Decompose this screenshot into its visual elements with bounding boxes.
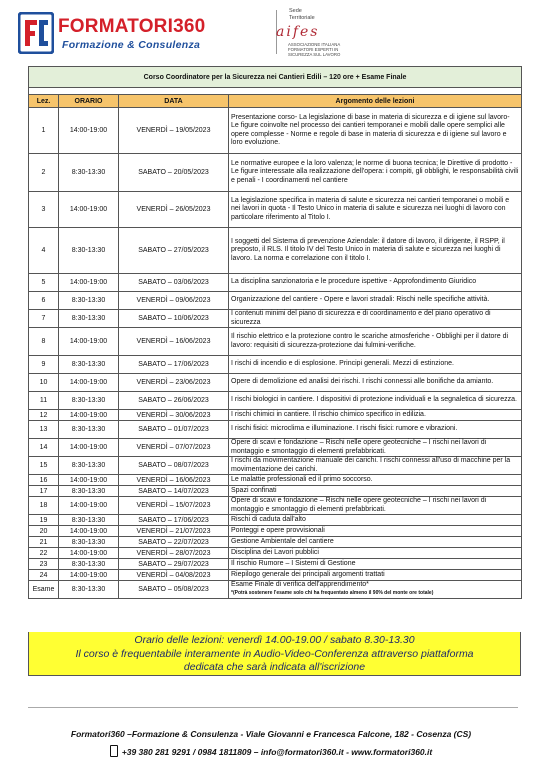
lesson-time [59,537,119,548]
schedule-table [28,66,522,599]
lesson-topic-text: Le malattie professionali ed il primo soccorso. [231,475,373,483]
lesson-topic-text: Gestione Ambientale del cantiere [231,537,334,545]
lesson-number-text: 12 [39,411,48,419]
table-row [29,228,522,274]
lesson-time [59,310,119,328]
lesson-number-text: 21 [39,538,48,546]
lesson-time [59,192,119,228]
lesson-date [119,292,229,310]
lesson-time-text: 8:30-13:30 [71,585,106,593]
lesson-time-text: 8:30-13:30 [71,397,106,404]
lesson-topic [229,292,522,310]
lesson-date [119,486,229,497]
lesson-topic-text: I rischi fisici: microclima e illuminazione. I rischi fisici: rumore e vibrazioni. [231,425,458,433]
lesson-number [29,356,59,374]
lesson-time [59,374,119,392]
lesson-number [29,192,59,228]
lesson-number-text: Esame [32,585,55,593]
lesson-time-text: 8:30-13:30 [71,297,106,304]
lesson-time-text: 8:30-13:30 [71,560,106,568]
lesson-date [119,228,229,274]
lesson-date [119,410,229,421]
lesson-time-text: 14:00-19:00 [69,549,108,557]
lesson-date-text: VENERDÌ – 04/08/2023 [136,571,211,579]
lesson-time-text: 14:00-19:00 [69,127,108,134]
lesson-topic-text: Rischi di caduta dall'alto [231,515,306,523]
lesson-topic [229,559,522,570]
table-row [29,570,522,581]
lesson-number-text: 7 [41,315,46,322]
lesson-number-text: 15 [39,462,48,469]
lesson-number [29,581,59,599]
table-row [29,559,522,570]
lesson-topic [229,374,522,392]
lesson-date [119,559,229,570]
lesson-date-text: VENERDÌ – 19/05/2023 [136,127,211,134]
lesson-date [119,581,229,599]
lesson-topic-text: I soggetti del Sistema di prevenzione Aziendale: il datore di lavoro, il dirigente, il RSPP, il preposto, il RLS. Il titolo IV del Testo Unico in materia di salute e sicurezza nei luoghi di lavoro. La norma e correlazione con il titolo I. [231,238,505,262]
lesson-date [119,328,229,356]
lesson-topic [229,475,522,486]
lesson-date-text: SABATO – 08/07/2023 [138,462,209,469]
lesson-date [119,526,229,537]
lesson-time [59,439,119,457]
lesson-date-text: VENERDÌ – 16/06/2023 [136,338,211,345]
lesson-date [119,108,229,154]
lesson-date [119,475,229,486]
table-row [29,356,522,374]
lesson-number [29,537,59,548]
lesson-time-text: 8:30-13:30 [71,361,106,368]
column-header-row [29,95,522,108]
table-row [29,192,522,228]
lesson-time-text: 14:00-19:00 [69,476,108,484]
footer-divider [28,707,518,708]
lesson-time-text: 14:00-19:00 [69,206,108,213]
lesson-topic [229,328,522,356]
lesson-number-text: 24 [39,571,48,579]
lesson-date-text: SABATO – 17/06/2023 [138,516,209,524]
lesson-time-text: 8:30-13:30 [71,487,106,495]
lesson-topic-text: Spazi confinati [231,486,277,494]
lesson-number-text: 1 [41,127,46,134]
lesson-topic-text: La legislazione specifica in materia di salute e sicurezza nei cantieri temporanei o mobili e nei lavori in quota - Il Testo Unico in materia di salute e sicurezza nei luoghi di lavoro con particolare riferimento al Titolo I. [231,197,510,221]
remote-note: Il corso è frequentabile interamente in Audio-Video-Conferenza attraverso piattaforma [75,648,474,660]
lesson-topic-text: I rischi biologici in cantiere. I dispositivi di protezione individuali e la segnaletica di sicurezza. [231,396,517,404]
lesson-date [119,374,229,392]
col-data: DATA [119,95,229,108]
lesson-time-text: 8:30-13:30 [71,169,106,176]
lesson-date-text: VENERDÌ – 30/06/2023 [136,411,211,419]
lesson-number-text: 9 [41,361,46,368]
lesson-date [119,548,229,559]
remote-note-cont: dedicata che sarà indicata all'iscrizione [183,661,366,673]
lesson-number [29,292,59,310]
lesson-number-text: 8 [41,338,46,345]
sede-label: Sede Territoriale [289,8,315,21]
lesson-number [29,374,59,392]
lesson-topic [229,515,522,526]
lesson-number [29,475,59,486]
lesson-date-text: VENERDÌ – 09/06/2023 [136,297,211,304]
lesson-topic [229,356,522,374]
lesson-number-text: 3 [41,206,46,213]
lesson-number [29,515,59,526]
lesson-time [59,526,119,537]
lesson-topic-text: I contenuti minimi del piano di sicurezza e di coordinamento e del piano operativo di sicurezza [231,310,491,326]
course-title-row [29,67,522,88]
lesson-time [59,497,119,515]
header [14,6,534,58]
lesson-topic-text: I rischi da movimentazione manuale dei carichi. I rischi connessi all'uso di macchine per la movimentazione dei carichi. [231,457,511,473]
lesson-date [119,439,229,457]
lesson-number-text: 11 [39,397,48,404]
lesson-topic-text: Opere di scavi e fondazione – Rischi nelle opere geotecniche – I rischi nei lavori di montaggio e smontaggio di elementi prefabbricati. [231,497,487,513]
lesson-time [59,570,119,581]
schedule-footer [28,632,521,676]
lesson-date-text: SABATO – 27/05/2023 [138,247,209,254]
lesson-date-text: VENERDÌ – 15/07/2023 [136,502,211,509]
course-title: Corso Coordinatore per la Sicurezza nei Cantieri Edili – 120 ore + Esame Finale [29,67,522,88]
lesson-date [119,537,229,548]
lesson-number-text: 6 [41,297,46,304]
lesson-time-text: 14:00-19:00 [69,444,108,451]
col-lez: Lez. [29,95,59,108]
lesson-topic [229,548,522,559]
lesson-topic [229,228,522,274]
lesson-time-text: 8:30-13:30 [71,247,106,254]
lesson-time [59,486,119,497]
lesson-number-text: 16 [39,476,48,484]
lesson-topic-text: Organizzazione del cantiere - Opere e lavori stradali: Rischi nelle specifiche attività. [231,296,490,304]
lesson-number [29,497,59,515]
exam-note: *(Potrà sostenere l'esame solo chi ha frequentato almeno il 90% del monte ore totale) [231,590,434,597]
table-row [29,374,522,392]
lesson-time [59,548,119,559]
lesson-date-text: VENERDÌ – 16/06/2023 [136,476,211,484]
lesson-time [59,475,119,486]
lesson-date [119,421,229,439]
lesson-time-text: 14:00-19:00 [69,338,108,345]
lesson-number [29,328,59,356]
table-row [29,475,522,486]
lesson-date [119,457,229,475]
table-row [29,537,522,548]
lesson-number [29,310,59,328]
aifes-logo: aifes [276,24,320,40]
aifes-subtitle: ASSOCIAZIONE ITALIANA FORMATORI ESPERTI IN SICUREZZA SUL LAVORO [288,42,341,57]
lesson-time-text: 14:00-19:00 [69,411,108,419]
lesson-topic [229,310,522,328]
lesson-number [29,108,59,154]
lesson-date-text: SABATO – 05/08/2023 [138,585,209,593]
lesson-topic-text: Esame Finale di verifica dell'apprendimento* [231,581,369,588]
lesson-date-text: SABATO – 20/05/2023 [138,169,209,176]
table-row [29,515,522,526]
lesson-time-text: 8:30-13:30 [71,462,106,469]
lesson-number [29,410,59,421]
lesson-number-text: 19 [39,516,48,524]
lesson-topic-text: I rischi di incendio e di esplosione. Principi generali. Mezzi di estinzione. [231,360,454,368]
table-row [29,310,522,328]
lesson-topic-text: Opere di demolizione ed analisi dei rischi. I rischi connessi alle bonifiche da amianto. [231,378,494,386]
lesson-time [59,292,119,310]
lesson-number-text: 22 [39,549,48,557]
lesson-number-text: 13 [39,426,48,433]
lesson-number-text: 5 [41,279,46,286]
lesson-number-text: 2 [41,169,46,176]
lesson-number-text: 14 [39,444,48,451]
lesson-topic [229,192,522,228]
lesson-topic [229,410,522,421]
lesson-time [59,154,119,192]
lesson-number [29,228,59,274]
lesson-time [59,410,119,421]
table-row [29,108,522,154]
lesson-date-text: SABATO – 03/06/2023 [138,279,209,286]
lesson-number [29,486,59,497]
lesson-number [29,457,59,475]
lesson-date-text: VENERDÌ – 07/07/2023 [136,444,211,451]
lesson-number-text: 20 [39,527,48,535]
lesson-topic-text: La disciplina sanzionatoria e le procedure ispettive - Approfondimento Giuridico [231,278,477,286]
lesson-time [59,274,119,292]
lesson-number-text: 4 [41,247,46,254]
spacer-row [29,88,522,95]
lesson-time-text: 14:00-19:00 [69,379,108,386]
table-row [29,154,522,192]
lesson-time-text: 8:30-13:30 [71,315,106,322]
contact-phones: +39 380 281 9291 / 0984 1811809 – info@formatori360.it - www.formatori360.it [121,747,433,757]
lesson-topic [229,457,522,475]
table-row [29,410,522,421]
lesson-topic [229,392,522,410]
lesson-topic-text: Ponteggi e opere provvisionali [231,526,325,534]
lesson-time-text: 14:00-19:00 [69,527,108,535]
table-row [29,328,522,356]
formatori-logo-icon [18,12,54,54]
lesson-number [29,526,59,537]
lesson-time-text: 8:30-13:30 [71,516,106,524]
phone-icon [110,745,118,757]
lesson-date-text: SABATO – 17/06/2023 [138,361,209,368]
lesson-number [29,548,59,559]
table-row [29,486,522,497]
lesson-number [29,421,59,439]
lesson-topic [229,439,522,457]
table-row [29,526,522,537]
lesson-date-text: SABATO – 22/07/2023 [138,538,209,546]
lesson-time [59,581,119,599]
lesson-time [59,108,119,154]
brand-title: FORMATORI360 [58,16,206,37]
lesson-date-text: VENERDÌ – 26/05/2023 [136,206,211,213]
col-orario: ORARIO [59,95,119,108]
lesson-topic [229,154,522,192]
lesson-date-text: SABATO – 01/07/2023 [138,426,209,433]
lesson-topic [229,497,522,515]
lesson-date [119,154,229,192]
lesson-time-text: 14:00-19:00 [69,571,108,579]
lesson-number-text: 17 [39,487,48,495]
lesson-topic-text: I rischi chimici in cantiere. Il rischio chimico specifico in edilizia. [231,410,426,418]
lesson-topic-text: Opere di scavi e fondazione – Rischi nelle opere geotecniche – I rischi nei lavori di montaggio e smontaggio di elementi prefabbricati. [231,439,487,455]
lesson-time [59,328,119,356]
lesson-number [29,274,59,292]
table-row [29,439,522,457]
lesson-topic [229,486,522,497]
lesson-topic [229,421,522,439]
lesson-topic [229,581,522,599]
lesson-number [29,154,59,192]
lesson-time-text: 14:00-19:00 [69,502,108,509]
table-row [29,274,522,292]
lesson-time [59,515,119,526]
lesson-number-text: 18 [39,502,48,509]
lesson-topic-text: Il rischio elettrico e la protezione contro le scariche atmosferiche - Obblighi per il datore di lavoro: requisiti di sicurezza-protezione dai fulmini-verifiche. [231,333,509,349]
lesson-topic [229,274,522,292]
lesson-date [119,570,229,581]
lesson-date [119,310,229,328]
lesson-date [119,392,229,410]
contact-line [0,745,542,757]
lesson-date [119,515,229,526]
lesson-topic-text: Riepilogo generale dei principali argomenti trattati [231,570,385,578]
table-row [29,421,522,439]
lesson-topic-text: Presentazione corso- La legislazione di base in materia di sicurezza e di igiene sul lavoro- Le figure coinvolte nel processo dei cantieri temporanei e mobili dalle opere semplici alle opere complesse - Norme e regole di base in materia di sicurezza e di igiene sul lavoro e loro evoluzione. [231,113,510,146]
lesson-number [29,439,59,457]
lesson-time-text: 8:30-13:30 [71,538,106,546]
table-row [29,497,522,515]
brand-subtitle: Formazione & Consulenza [62,39,201,51]
table-row [29,392,522,410]
lesson-time [59,228,119,274]
lesson-date-text: SABATO – 10/06/2023 [138,315,209,322]
lesson-date-text: VENERDÌ – 23/06/2023 [136,379,211,386]
lesson-time-text: 14:00-19:00 [69,279,108,286]
lesson-topic-text: Disciplina dei Lavori pubblici [231,548,319,556]
table-row [29,457,522,475]
table-row [29,581,522,599]
lesson-topic-text: Le normative europee e la loro valenza; le norme di buona tecnica; le Direttive di prodotto - Le figure interessate alla realizzazione dell'opera: i compiti, gli obblighi, le responsabilità civili e penali - I coordinamenti nel cantiere [231,160,519,184]
contact-address: Formatori360 –Formazione & Consulenza - Viale Giovanni e Francesca Falcone, 182 - Cosenza (CS) [70,729,472,739]
lesson-time [59,356,119,374]
lesson-time [59,559,119,570]
lesson-date [119,274,229,292]
col-argomento: Argomento delle lezioni [229,95,522,108]
table-row [29,548,522,559]
lesson-hours: Orario delle lezioni: venerdì 14.00-19.00 / sabato 8.30-13.30 [134,634,415,646]
lesson-topic [229,108,522,154]
table-row [29,292,522,310]
lesson-date [119,497,229,515]
lesson-number-text: 23 [39,560,48,568]
lesson-number-text: 10 [39,379,48,386]
lesson-number [29,570,59,581]
lesson-date-text: SABATO – 26/06/2023 [138,397,209,404]
lesson-date [119,356,229,374]
lesson-date-text: SABATO – 29/07/2023 [138,560,209,568]
lesson-number [29,392,59,410]
lesson-topic [229,526,522,537]
lesson-time [59,457,119,475]
lesson-time [59,421,119,439]
lesson-date [119,192,229,228]
lesson-date-text: VENERDÌ – 28/07/2023 [136,549,211,557]
lesson-date-text: VENERDÌ – 21/07/2023 [136,527,211,535]
lesson-topic-text: Il rischio Rumore – I Sistemi di Gestione [231,559,356,567]
lesson-date-text: SABATO – 14/07/2023 [138,487,209,495]
lesson-time-text: 8:30-13:30 [71,426,106,433]
lesson-topic [229,537,522,548]
lesson-time [59,392,119,410]
lesson-topic [229,570,522,581]
lesson-number [29,559,59,570]
